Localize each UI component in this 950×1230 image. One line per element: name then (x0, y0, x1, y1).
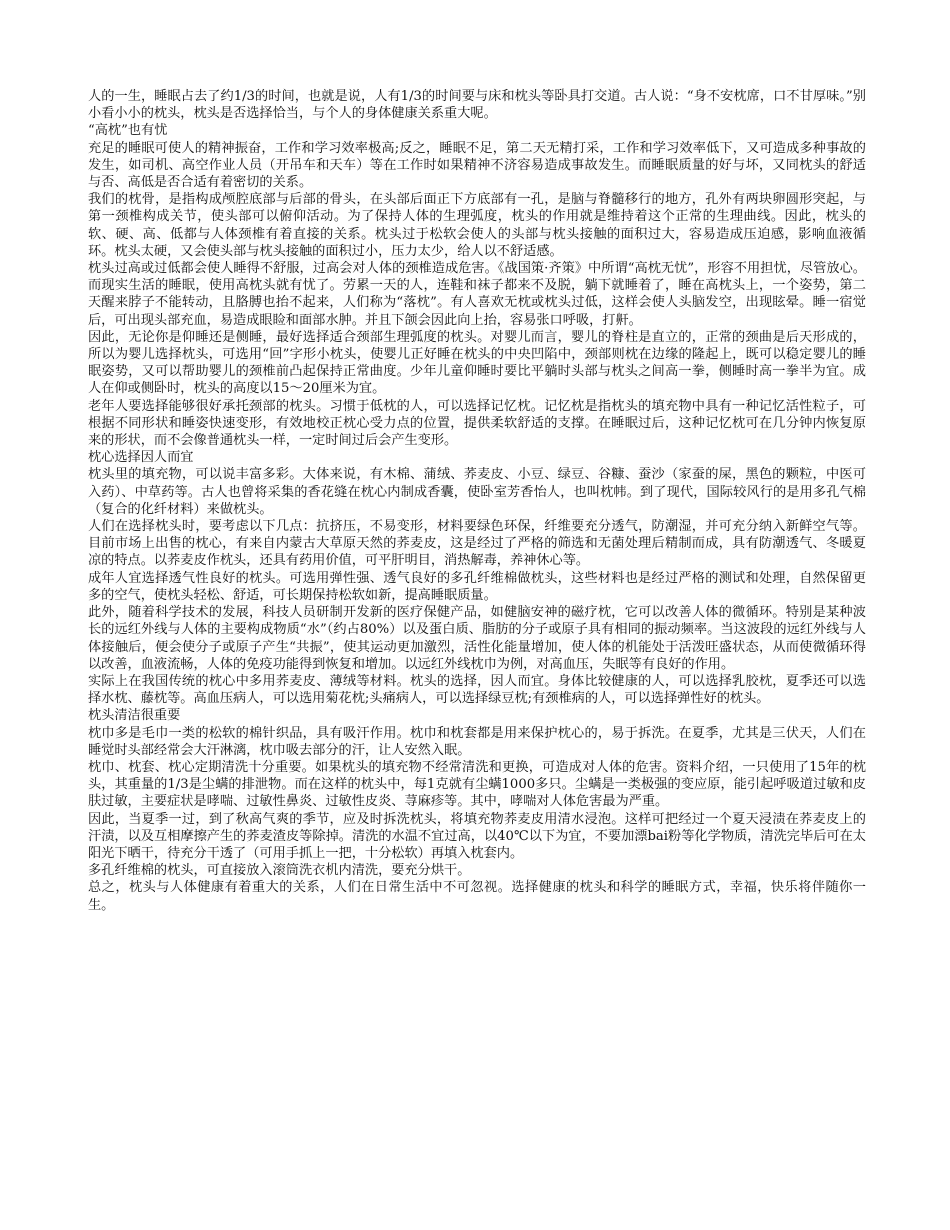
section-heading-pillow-cleaning: 枕头清洁很重要 (88, 708, 181, 724)
body-paragraph: 枕头过高或过低都会使人睡得不舒服，过高会对人体的颈椎造成危害。《战国策·齐策》中所谓“高枕无忧”，形容不用担忧，尽管放心。而现实生活的睡眠，使用高枕头就有忧了。劳累一天的人，连鞋和袜子都来不及脱，躺下就睡着了，睡在高枕头上，一个姿势，第二天醒来脖子不能转动，且胳膊也抬不起来，人们称为“落枕”。有人喜欢无枕或枕头过低，这样会使人头脑发空，出现眩晕。睡一宿觉后，可出现头部充血，易造成眼睑和面部水肿。并且下颌会因此向上抬，容易张口呼吸，打鼾。 (88, 261, 866, 328)
body-paragraph: 此外，随着科学技术的发展，科技人员研制开发新的医疗保健产品，如健脑安神的磁疗枕，它可以改善人体的微循环。特别是某种波长的远红外线与人体的主要构成物质“水”（约占80%）以及蛋白质、脂肪的分子或原子具有相同的振动频率。当这波段的远红外线与人体接触后，便会使分子或原子产生“共振”，使其运动更加激烈，活性化能量增加，使人体的机能处于活泼旺盛状态，从而使微循环得以改善，血液流畅，人体的免疫功能得到恢复和增加。以远红外线枕巾为例，对高血压，失眠等有良好的作用。 (88, 605, 866, 672)
body-paragraph: 枕头里的填充物，可以说丰富多彩。大体来说，有木棉、蒲绒、荞麦皮、小豆、绿豆、谷糠、蚕沙（家蚕的屎，黑色的颗粒，中医可入药）、中草药等。古人也曾将采集的香花缝在枕心内制成香囊，使卧室芳香怡人，也叫枕帏。到了现代，国际较风行的是用多孔气棉（复合的化纤材料）来做枕头。 (88, 467, 866, 517)
body-paragraph: 我们的枕骨，是指构成颅腔底部与后部的骨头，在头部后面正下方底部有一孔，是脑与脊髓移行的地方，孔外有两块卵圆形突起，与第一颈椎构成关节，使头部可以俯仰活动。为了保持人体的生理弧度，枕头的作用就是维持着这个正常的生理曲线。因此，枕头的软、硬、高、低都与人体颈椎有着直接的关系。枕头过于松软会使人的头部与枕头接触的面积过大，容易造成压迫感，影响血液循环。枕头太硬，又会使头部与枕头接触的面积过小，压力太少，给人以不舒适感。 (88, 192, 866, 259)
document-body (88, 88, 866, 914)
body-paragraph: 因此，无论你是仰睡还是侧睡，最好选择适合颈部生理弧度的枕头。对婴儿而言，婴儿的脊柱是直立的，正常的颈曲是后天形成的，所以为婴儿选择枕头，可选用“回”字形小枕头，使婴儿正好睡在枕头的中央凹陷中，颈部则枕在边缘的隆起上，既可以稳定婴儿的睡眠姿势，又可以帮助婴儿的颈椎前凸起保持正常曲度。少年儿童仰睡时要比平躺时头部与枕头之间高一拳，侧睡时高一拳半为宜。成人在仰或侧卧时，枕头的高度以15～20厘米为宜。 (88, 329, 866, 397)
conclusion-paragraph: 总之，枕头与人体健康有着重大的关系，人们在日常生活中不可忽视。选择健康的枕头和科学的睡眠方式，幸福，快乐将伴随你一生。 (88, 880, 866, 913)
body-paragraph: 因此，当夏季一过，到了秋高气爽的季节，应及时拆洗枕头，将填充物荞麦皮用清水浸泡。这样可把经过一个夏天浸渍在荞麦皮上的汗渍，以及互相摩擦产生的荞麦渣皮等除掉。清洗的水温不宜过高，以40℃以下为宜，不要加漂bai粉等化学物质，清洗完毕后可在太阳光下晒干，待充分干透了（可用手抓上一把，十分松软）再填入枕套内。 (88, 811, 866, 861)
body-paragraph: 成年人宜选择透气性良好的枕头。可选用弹性强、透气良好的多孔纤维棉做枕头，这些材料也是经过严格的测试和处理，自然保留更多的空气，使枕头轻松、舒适，可长期保持松软如新，提高睡眠质量。 (88, 570, 866, 603)
section-heading-pillow-core: 枕心选择因人而宜 (88, 450, 194, 466)
body-paragraph: 人们在选择枕头时，要考虑以下几点：抗挤压，不易变形，材料要绿色环保，纤维要充分透气，防潮湿，并可充分纳入新鲜空气等。目前市场上出售的枕心，有来自内蒙古大草原天然的荞麦皮，这是经过了严格的筛选和无菌处理后精制而成，具有防潮透气、冬暖夏凉的特点。以荞麦皮作枕头，还具有药用价值，可平肝明目，消热解毒，养神休心等。 (88, 519, 866, 569)
body-paragraph: 实际上在我国传统的枕心中多用荞麦皮、薄绒等材料。枕头的选择，因人而宜。身体比较健康的人，可以选择乳胶枕，夏季还可以选择水枕、藤枕等。高血压病人，可以选用菊花枕;头痛病人，可以选择绿豆枕;有颈椎病的人，可以选择弹性好的枕头。 (88, 673, 866, 707)
body-paragraph: 枕巾、枕套、枕心定期清洗十分重要。如果枕头的填充物不经常清洗和更换，可造成对人体的危害。资料介绍，一只使用了15年的枕头，其重量的1/3是尘螨的排泄物。而在这样的枕头中，每1克就有尘螨1000多只。尘螨是一类极强的变应原，能引起呼吸道过敏和皮肤过敏，主要症状是哮喘、过敏性鼻炎、过敏性皮炎、荨麻疹等。其中，哮喘对人体危害最为严重。 (88, 759, 866, 810)
intro-paragraph: 人的一生，睡眠占去了约1/3的时间，也就是说，人有1/3的时间要与床和枕头等卧具打交道。古人说：“身不安枕席，口不甘厚味。”别小看小小的枕头，枕头是否选择恰当，与个人的身体健康关系重大呢。 (88, 89, 866, 122)
body-paragraph: 充足的睡眠可使人的精神振奋，工作和学习效率极高;反之，睡眠不足，第二天无精打采，工作和学习效率低下，又可造成多种事故的发生，如司机、高空作业人员（开吊车和天车）等在工作时如果精神不济容易造成事故发生。而睡眠质量的好与坏，又同枕头的舒适与否、高低是否合适有着密切的关系。 (88, 140, 866, 191)
body-paragraph: 枕巾多是毛巾一类的松软的棉针织品，具有吸汗作用。枕巾和枕套都是用来保护枕心的，易于拆洗。在夏季，尤其是三伏天，人们在睡觉时头部经常会大汗淋漓，枕巾吸去部分的汗，让人安然入眠。 (88, 725, 866, 758)
body-paragraph: 多孔纤维棉的枕头，可直接放入滚筒洗衣机内清洗，要充分烘干。 (88, 863, 471, 879)
section-heading-high-pillow: “高枕”也有忧 (88, 123, 168, 139)
body-paragraph: 老年人要选择能够很好承托颈部的枕头。习惯于低枕的人，可以选择记忆枕。记忆枕是指枕头的填充物中具有一种记忆活性粒子，可根据不同形状和睡姿快速变形，有效地校正枕心受力点的位置，提供柔软舒适的支撑。在睡眠过后，这种记忆枕可在几分钟内恢复原来的形状，而不会像普通枕头一样，一定时间过后会产生变形。 (88, 398, 866, 449)
